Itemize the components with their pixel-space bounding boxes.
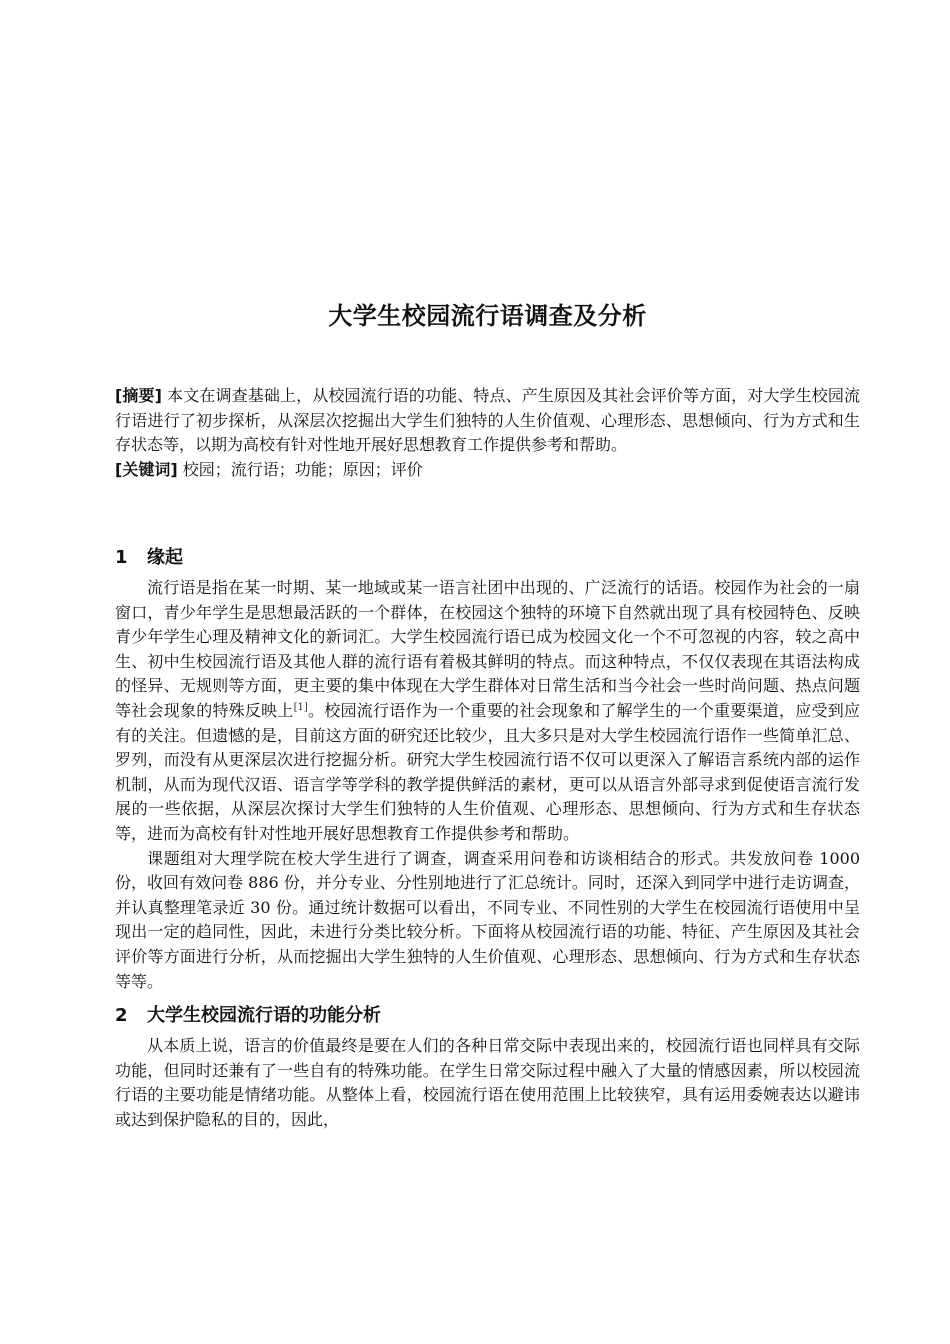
paragraph-text: 。校园流行语作为一个重要的社会现象和了解学生的一个重要渠道，应受到应有的关注。但遗憾的是，目前这方面的研究还比较少，且大多只是对大学生校园流行语作一些简单汇总、罗列，而没有从更深层次进行挖掘分析。研究大学生校园流行语不仅可以更深入了解语言系统内部的运作机制，从而为现代汉语、语言学等学科的教学提供鲜活的素材，更可以从语言外部寻求到促使语言流行发展的一些依据，从深层次探讨大学生们独特的人生价值观、心理形态、思想倾向、行为方式和生存状态等，进而为高校有针对性地开展好思想教育工作提供参考和帮助。 [115,700,860,843]
section-number: 2 [115,1005,128,1027]
abstract [115,384,860,458]
keywords-text: 校园；流行语；功能；原因；评价 [177,459,423,479]
paragraph-text: 流行语是指在某一时期、某一地域或某一语言社团中出现的、广泛流行的话语。校园作为社会的一扇窗口，青少年学生是思想最活跃的一个群体，在校园这个独特的环境下自然就出现了具有校园特色、反映青少年学生心理及精神文化的新词汇。大学生校园流行语已成为校园文化一个不可忽视的内容，较之高中生、初中生校园流行语及其他人群的流行语有着极其鲜明的特点。而这种特点，不仅仅表现在其语法构成的怪异、无规则等方面，更主要的集中体现在大学生群体对日常生活和当今社会一些时尚问题、热点问题等社会现象的特殊反映上 [115,578,860,720]
section1-paragraph-1 [115,576,860,847]
citation-reference[interactable]: [1] [293,701,308,713]
keywords-label: [关键词] [115,459,178,479]
section-heading-1 [115,544,860,572]
keywords [115,458,860,483]
section-title: 缘起 [147,547,183,568]
abstract-text: 本文在调查基础上，从校园流行语的功能、特点、产生原因及其社会评价等方面，对大学生校园流行语进行了初步探析，从深层次挖掘出大学生们独特的人生价值观、心理形态、思想倾向、行为方式和生存状态等，以期为高校有针对性地开展好思想教育工作提供参考和帮助。 [115,386,860,454]
abstract-label: [摘要] [115,386,162,405]
section1-paragraph-2: 课题组对大理学院在校大学生进行了调查，调查采用问卷和访谈相结合的形式。共发放问卷 1000 份，收回有效问卷 886 份，并分专业、分性别地进行了汇总统计。同时，还深入到同学中进行走访调查，并认真整理笔录近 30 份。通过统计数据可以看出，不同专业、不同性别的大学生在校园流行语使用中呈现出一定的趋同性，因此，未进行分类比较分析。下面将从校园流行语的功能、特征、产生原因及其社会评价等方面进行分析，从而挖掘出大学生独特的人生价值观、心理形态、思想倾向、行为方式和生存状态等等。 [115,848,860,991]
section-heading-2 [115,1002,860,1030]
paper-title: 大学生校园流行语调查及分析 [328,302,647,330]
section-title: 大学生校园流行语的功能分析 [147,1005,381,1027]
document-page [115,296,860,1132]
section2-paragraph-1: 从本质上说，语言的价值最终是要在人们的各种日常交际中表现出来的，校园流行语也同样具有交际功能，但同时还兼有了一些自有的特殊功能。在学生日常交际过程中融入了大量的情感因素，所以校园流行语的主要功能是情绪功能。从整体上看，校园流行语在使用范围上比较狭窄，具有运用委婉表达以避讳或达到保护隐私的目的，因此， [115,1036,860,1129]
section-number: 1 [115,547,128,568]
